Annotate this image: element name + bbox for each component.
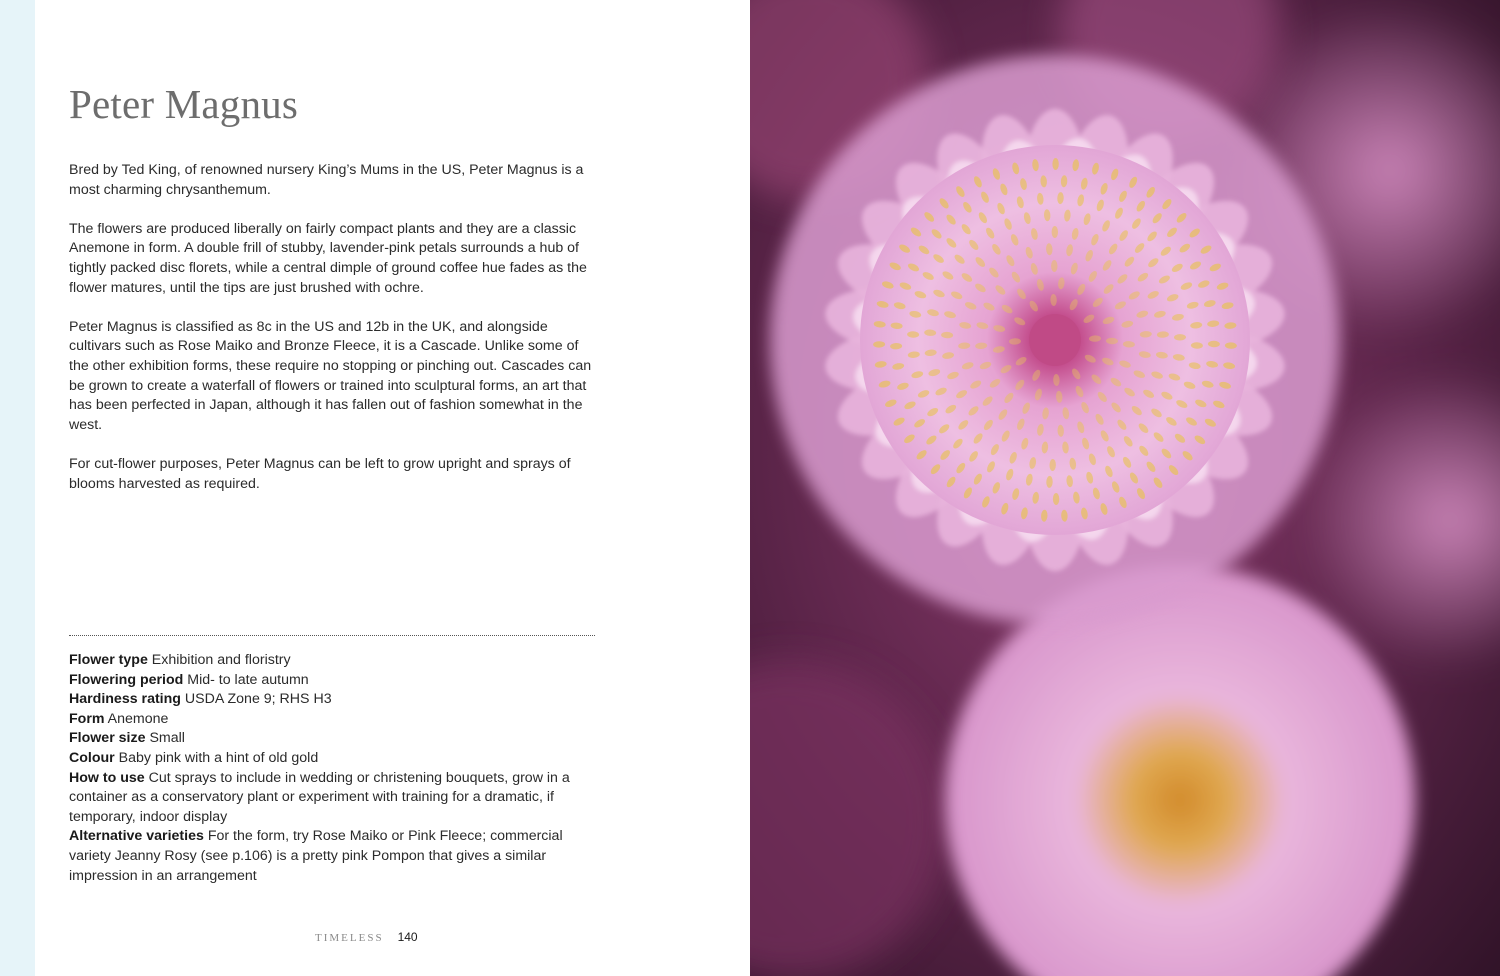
spec-value: Exhibition and floristry (151, 652, 291, 668)
spec-label: Flower size (69, 730, 146, 747)
spec-value: USDA Zone 9; RHS H3 (184, 691, 332, 708)
running-head: TIMELESS (315, 932, 384, 944)
spec-row-alternative-varieties (69, 827, 599, 886)
paragraph: Peter Magnus is classified as 8c in the US and 12b in the UK, and alongside cultivars such as Rose Maiko and Bronze Fleece, it is a Cascade. Unlike some of the other exhibition forms, these require no stopping or pinching out. Cascades can be grown to create a waterfall of flowers or trained into sculptural forms, an art that has been perfected in Japan, although it has fallen out of fashion somewhat in the west. (69, 318, 592, 433)
spec-value: Mid- to late autumn (187, 671, 309, 688)
spec-label: Form (69, 710, 105, 727)
spec-row-flower-size (69, 729, 599, 749)
text-page (35, 0, 750, 976)
spec-label: Flower type (69, 652, 148, 668)
specs-list (69, 651, 599, 886)
spec-value: Cut sprays to include in wedding or christening bouquets, grow in a container as a conservatory plant or experiment with training for a dramatic, if temporary, indoor display (69, 769, 570, 825)
dotted-divider (69, 635, 595, 636)
flower-illustration (750, 0, 1500, 976)
spec-row-colour (69, 749, 599, 769)
page-number: 140 (397, 930, 418, 944)
page-title: Peter Magnus (69, 81, 299, 127)
floret-tip (1052, 226, 1058, 238)
spec-row-how-to-use (69, 769, 599, 828)
page-footer (315, 930, 475, 944)
spec-value: Small (149, 730, 185, 747)
spec-row-flowering-period (69, 671, 599, 691)
spec-label: Colour (69, 749, 115, 766)
spec-label: How to use (69, 769, 145, 786)
body-text (69, 161, 599, 514)
spec-label: Alternative varieties (69, 828, 204, 845)
paragraph: Bred by Ted King, of renowned nursery King’s Mums in the US, Peter Magnus is a most charming chrysanthemum. (69, 162, 584, 198)
floret-tip (1052, 158, 1058, 170)
spec-value: Baby pink with a hint of old gold (118, 749, 319, 766)
spec-value: For the form, try Rose Maiko or Pink Fleece; commercial variety Jeanny Rosy (see p.106) is a pretty pink Pompon that gives a similar impression in an arrangement (69, 828, 563, 884)
spec-row-flower-type (69, 651, 599, 671)
spec-label: Hardiness rating (69, 691, 181, 708)
spec-row-hardiness-rating (69, 690, 599, 710)
spec-label: Flowering period (69, 671, 184, 688)
paragraph: The flowers are produced liberally on fairly compact plants and they are a classic Anemone in form. A double frill of stubby, lavender-pink petals surrounds a hub of tightly packed disc florets, while a central dimple of ground coffee hue fades as the flower matures, until the tips are just brushed with ochre. (69, 220, 587, 296)
spec-row-form (69, 710, 599, 730)
paragraph: For cut-flower purposes, Peter Magnus can be left to grow upright and sprays of blooms harvested as required. (69, 455, 571, 492)
spec-value: Anemone (107, 710, 169, 727)
chrysanthemum-photo (750, 0, 1500, 976)
page-edge-strip (0, 0, 35, 976)
flower-center (1029, 314, 1081, 366)
